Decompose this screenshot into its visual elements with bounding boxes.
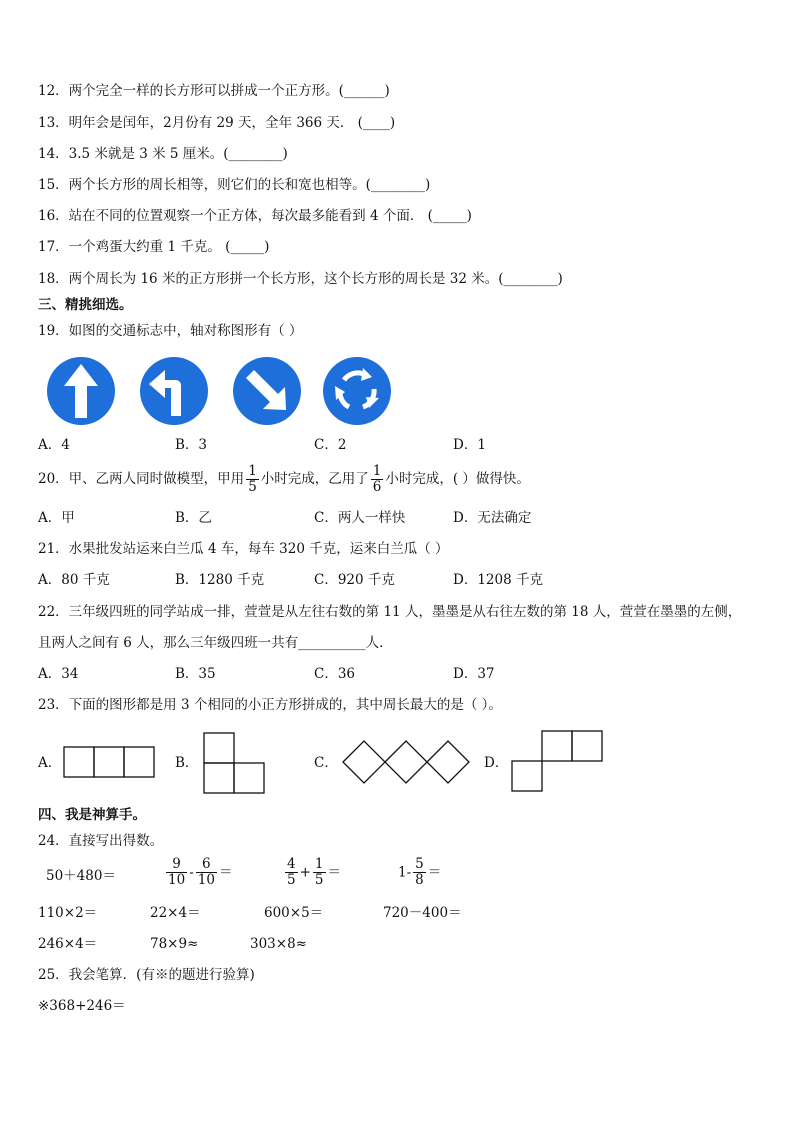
- q23-label-c: C．: [314, 755, 338, 771]
- q20-option-b: B．乙: [175, 510, 212, 526]
- q20-option-c: C．两人一样快: [314, 510, 406, 526]
- q19-option-a: A．4: [38, 437, 70, 453]
- q19-option-c: C．2: [314, 437, 347, 453]
- calc2-fraction-a: [166, 857, 187, 888]
- q19-option-d: D．1: [453, 437, 486, 453]
- q21-option-b: B．1280 千克: [175, 572, 265, 588]
- diagonal-down-right-arrow-sign-icon: [232, 356, 302, 426]
- calc3-a-numerator: 4: [287, 856, 296, 872]
- question-13: 13．明年会是闰年，2月份有 29 天，全年 366 天． (____): [38, 115, 396, 131]
- q21-option-a: A．80 千克: [38, 572, 110, 588]
- q20-middle: 小时完成，乙用了: [260, 471, 369, 487]
- q22-option-b: B．35: [175, 666, 216, 682]
- q20-fraction-2: [371, 464, 384, 495]
- calc3-fraction-b: [313, 857, 326, 888]
- q22-option-a: A．34: [38, 666, 79, 682]
- q22-line2-end: 人．: [365, 635, 393, 651]
- turn-left-arrow-sign-icon: [139, 356, 209, 426]
- q20-fraction-1: [246, 464, 259, 495]
- q23-shape-a-horizontal-squares: [62, 745, 158, 779]
- question-24: 24．直接写出得数。: [38, 833, 164, 849]
- q20-frac1-denominator: 5: [248, 479, 257, 495]
- q21-option-d: D．1208 千克: [453, 572, 543, 588]
- section-4-title: 四、我是神算手。: [38, 807, 146, 823]
- q22-option-d: D．37: [453, 666, 495, 682]
- question-16: 16．站在不同的位置观察一个正方体，每次最多能看到 4 个面． (_____): [38, 208, 472, 224]
- calc4-numerator: 5: [415, 856, 424, 872]
- question-17: 17．一个鸡蛋大约重 1 千克。 (_____): [38, 239, 270, 255]
- calc-row3-item-3: 303×8≈: [250, 936, 307, 952]
- calc-item-4: [398, 857, 441, 888]
- question-22-line-2: [38, 634, 393, 652]
- q20-option-a: A．甲: [38, 510, 75, 526]
- q20-frac2-numerator: 1: [372, 463, 382, 479]
- calc4-equals: ＝: [427, 864, 442, 881]
- q20-prefix: 20．甲、乙两人同时做模型，甲用: [38, 471, 245, 487]
- calc3-b-denominator: 5: [314, 872, 324, 888]
- q23-label-a: A．: [38, 755, 62, 771]
- question-21: 21．水果批发站运来白兰瓜 4 车，每车 320 千克，运来白兰瓜（ ）: [38, 541, 449, 557]
- q22-answer-blank[interactable]: __________: [298, 635, 366, 651]
- question-22-line-1: 22．三年级四班的同学站成一排，萱萱是从左往右数的第 11 人，墨墨是从右往左数的第 18 人，萱萱在墨墨的左侧，: [38, 604, 742, 620]
- calc2-operator: -: [189, 864, 194, 881]
- section-3-title: 三、精挑细选。: [38, 297, 133, 313]
- calc3-equals: ＝: [327, 864, 341, 881]
- calc2-fraction-b: [196, 857, 217, 888]
- question-18: 18．两个周长为 16 米的正方形拼一个长方形，这个长方形的周长是 32 米。(________): [38, 271, 563, 287]
- question-15: 15．两个长方形的周长相等，则它们的长和宽也相等。(________): [38, 177, 431, 193]
- q23-label-d: D．: [484, 755, 509, 771]
- q20-frac2-denominator: 6: [372, 479, 382, 495]
- calc2-a-denominator: 10: [168, 872, 186, 888]
- q23-shape-b-l-squares: [202, 731, 268, 795]
- calc-item-1: 50＋480＝: [46, 868, 116, 884]
- q25-item: ※368+246＝: [38, 998, 126, 1014]
- calc3-fraction-a: [285, 857, 298, 888]
- question-12: 12．两个完全一样的长方形可以拼成一个正方形。(______): [38, 83, 390, 99]
- q23-label-b: B．: [175, 755, 199, 771]
- calc-item-2: [164, 857, 232, 888]
- calc-item-3: [283, 857, 341, 888]
- up-arrow-sign-icon: [46, 356, 116, 426]
- calc-row2-item-4: 720－400＝: [383, 905, 462, 921]
- calc2-a-numerator: 9: [166, 857, 187, 873]
- calc2-b-denominator: 10: [197, 872, 215, 888]
- calc-row3-item-1: 246×4＝: [38, 936, 98, 952]
- calc-row3-item-2: 78×9≈: [150, 936, 199, 952]
- question-25: 25．我会笔算．(有※的题进行验算): [38, 967, 255, 983]
- question-20: [38, 462, 530, 496]
- calc3-operator: +: [299, 864, 311, 881]
- calc-row2-item-3: 600×5＝: [264, 905, 324, 921]
- calc4-fraction: [413, 857, 426, 888]
- question-19: 19．如图的交通标志中，轴对称图形有（ ）: [38, 323, 303, 339]
- calc-row2-item-1: 110×2＝: [38, 905, 98, 921]
- question-14: 14．3.5 米就是 3 米 5 厘米。(________): [38, 146, 288, 162]
- calc3-a-denominator: 5: [287, 872, 296, 888]
- calc2-equals: ＝: [218, 864, 233, 881]
- q20-frac1-numerator: 1: [248, 463, 257, 479]
- q20-suffix: 小时完成，( ）做得快。: [385, 471, 530, 487]
- q21-option-c: C．920 千克: [314, 572, 395, 588]
- calc2-b-numerator: 6: [196, 857, 217, 873]
- roundabout-sign-icon: [322, 356, 392, 426]
- calc4-denominator: 8: [415, 872, 424, 888]
- calc-row2-item-2: 22×4＝: [150, 905, 201, 921]
- q22-line2-text: 且两人之间有 6 人，那么三年级四班一共有: [38, 635, 299, 651]
- q23-shape-c-diamond-squares: [340, 738, 476, 786]
- q23-shape-d-staircase-squares: [510, 729, 606, 793]
- question-23: 23．下面的图形都是用 3 个相同的小正方形拼成的，其中周长最大的是（ ）。: [38, 697, 502, 713]
- q20-option-d: D．无法确定: [453, 510, 532, 526]
- q19-option-b: B．3: [175, 437, 208, 453]
- calc4-prefix: 1-: [398, 864, 412, 881]
- q22-option-c: C．36: [314, 666, 356, 682]
- calc3-b-numerator: 1: [314, 856, 324, 872]
